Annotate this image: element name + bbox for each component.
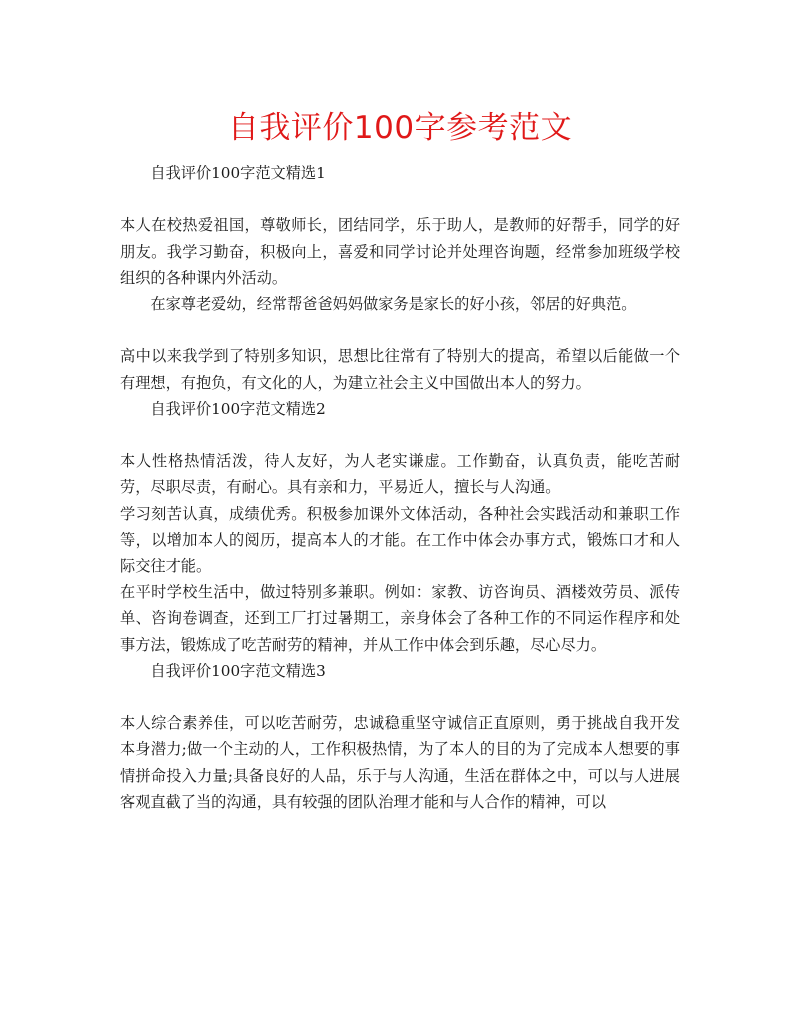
- spacer: [120, 422, 680, 448]
- paragraph: 在平时学校生活中，做过特别多兼职。例如：家教、访咨询员、酒楼效劳员、派传单、咨询卷调查，还到工厂打过暑期工，亲身体会了各种工作的不同运作程序和处事方法，锻炼成了吃苦耐劳的精神，并从工作中体会到乐趣，尽心尽力。: [120, 583, 680, 654]
- section-heading-1: 自我评价100字范文精选1: [150, 164, 326, 182]
- section-heading-2: 自我评价100字范文精选2: [150, 399, 326, 418]
- paragraph: 学习刻苦认真，成绩优秀。积极参加课外文体活动，各种社会实践活动和兼职工作等，以增加本人的阅历，提高本人的才能。在工作中体会办事方式，锻炼口才和人际交往才能。: [120, 504, 680, 575]
- spacer: [120, 684, 680, 710]
- section-heading-3: 自我评价100字范文精选3: [150, 661, 326, 680]
- paragraph: 本人在校热爱祖国，尊敬师长，团结同学，乐于助人，是教师的好帮手，同学的好朋友。我学习勤奋，积极向上，喜爱和同学讨论并处理咨询题，经常参加班级学校组织的各种课内外活动。: [120, 216, 680, 287]
- paragraph: 本人综合素养佳，可以吃苦耐劳，忠诚稳重坚守诚信正直原则，勇于挑战自我开发本身潜力;做一个主动的人，工作积极热情，为了本人的目的为了完成本人想要的事情拼命投入力量;具备良好的人品，乐于与人沟通，生活在群体之中，可以与人进展客观直截了当的沟通，具有较强的团队治理才能和与人合作的精神，可以: [120, 714, 680, 811]
- paragraph: 在家尊老爱幼，经常帮爸爸妈妈做家务是家长的好小孩，邻居的好典范。: [150, 295, 637, 313]
- spacer: [120, 186, 680, 212]
- document-body: [120, 160, 680, 815]
- document-title: 自我评价100字参考范文: [227, 110, 573, 146]
- paragraph: 本人性格热情活泼，待人友好，为人老实谦虚。工作勤奋，认真负责，能吃苦耐劳，尽职尽责，有耐心。具有亲和力，平易近人，擅长与人沟通。: [120, 452, 680, 497]
- paragraph: 高中以来我学到了特别多知识，思想比往常有了特别大的提高，希望以后能做一个有理想，有抱负，有文化的人，为建立社会主义中国做出本人的努力。: [120, 347, 680, 392]
- spacer: [120, 317, 680, 343]
